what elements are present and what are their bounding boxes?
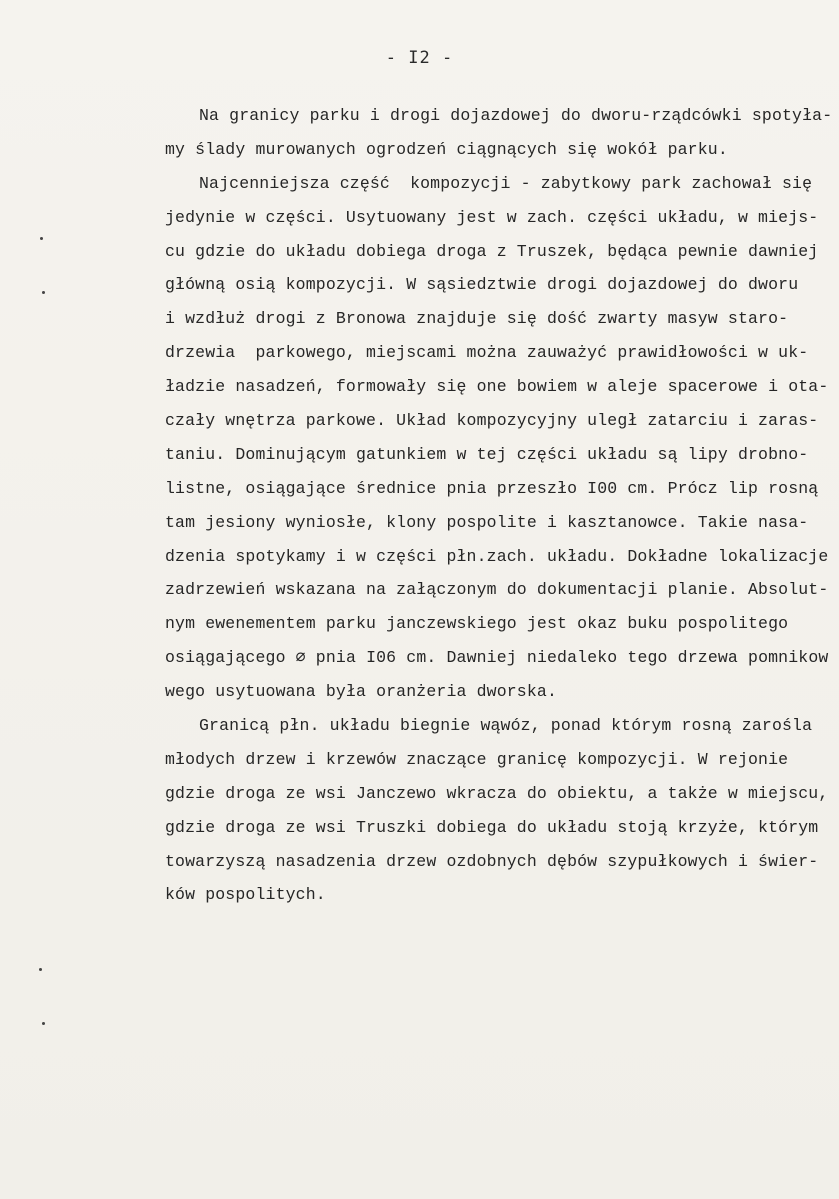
text-line: towarzyszą nasadzenia drzew ozdobnych dębów szypułkowych i świer- [165,851,819,871]
text-line: Na granicy parku i drogi dojazdowej do dworu-rządcówki spotyła- [199,106,833,125]
margin-mark [39,968,42,971]
text-line: główną osią kompozycji. W sąsiedztwie drogi dojazdowej do dworu [165,275,799,295]
text-line: wego usytuowana była oranżeria dworska. [165,682,558,702]
text-line: ków pospolitych. [165,885,326,905]
text-line: gdzie droga ze wsi Janczewo wkracza do obiektu, a także w miejscu, [165,783,829,803]
text-line: tam jesiony wyniosłe, klony pospolite i kasztanowce. Takie nasa- [165,512,809,532]
text-line: zadrzewień wskazana na załączonym do dokumentacji planie. Absolut- [165,580,829,600]
text-line: jedynie w części. Usytuowany jest w zach. części układu, w miejs- [165,207,819,227]
text-line: osiągającego ∅ pnia I06 cm. Dawniej niedaleko tego drzewa pomnikow [165,648,829,668]
text-line: my ślady murowanych ogrodzeń ciągnących się wokół parku. [165,139,728,159]
text-line: dzenia spotykamy i w części płn.zach. układu. Dokładne lokalizacje [165,546,829,566]
text-line: nym ewenementem parku janczewskiego jest okaz buku pospolitego [165,614,789,634]
text-line: taniu. Dominującym gatunkiem w tej części układu są lipy drobno- [165,444,809,464]
text-line: drzewia parkowego, miejscami można zauważyć prawidłowości w uk- [165,343,809,363]
text-line: gdzie droga ze wsi Truszki dobiega do układu stoją krzyże, którym [165,817,819,837]
text-line: cu gdzie do układu dobiega droga z Truszek, będąca pewnie dawniej [165,241,819,261]
paragraph [165,709,839,912]
text-line: ładzie nasadzeń, formowały się one bowiem w aleje spacerowe i ota- [165,377,829,397]
text-line: Najcenniejsza część kompozycji - zabytkowy park zachował się [199,173,813,193]
margin-mark [40,237,43,240]
paragraph [165,167,839,709]
paragraph [165,99,839,167]
margin-mark [42,291,45,294]
text-line: i wzdłuż drogi z Bronowa znajduje się dość zwarty masyw staro- [165,309,789,329]
text-line: listne, osiągające średnice pnia przeszło I00 cm. Prócz lip rosną [165,478,819,498]
page-number: - I2 - [385,48,454,68]
text-line: czały wnętrza parkowe. Układ kompozycyjny uległ zatarciu i zaras- [165,411,819,431]
text-line: Granicą płn. układu biegnie wąwóz, ponad którym rosną zarośla [199,716,813,736]
body-text [165,99,839,912]
margin-mark [42,1022,45,1025]
text-line: młodych drzew i krzewów znaczące granicę kompozycji. W rejonie [165,749,789,769]
